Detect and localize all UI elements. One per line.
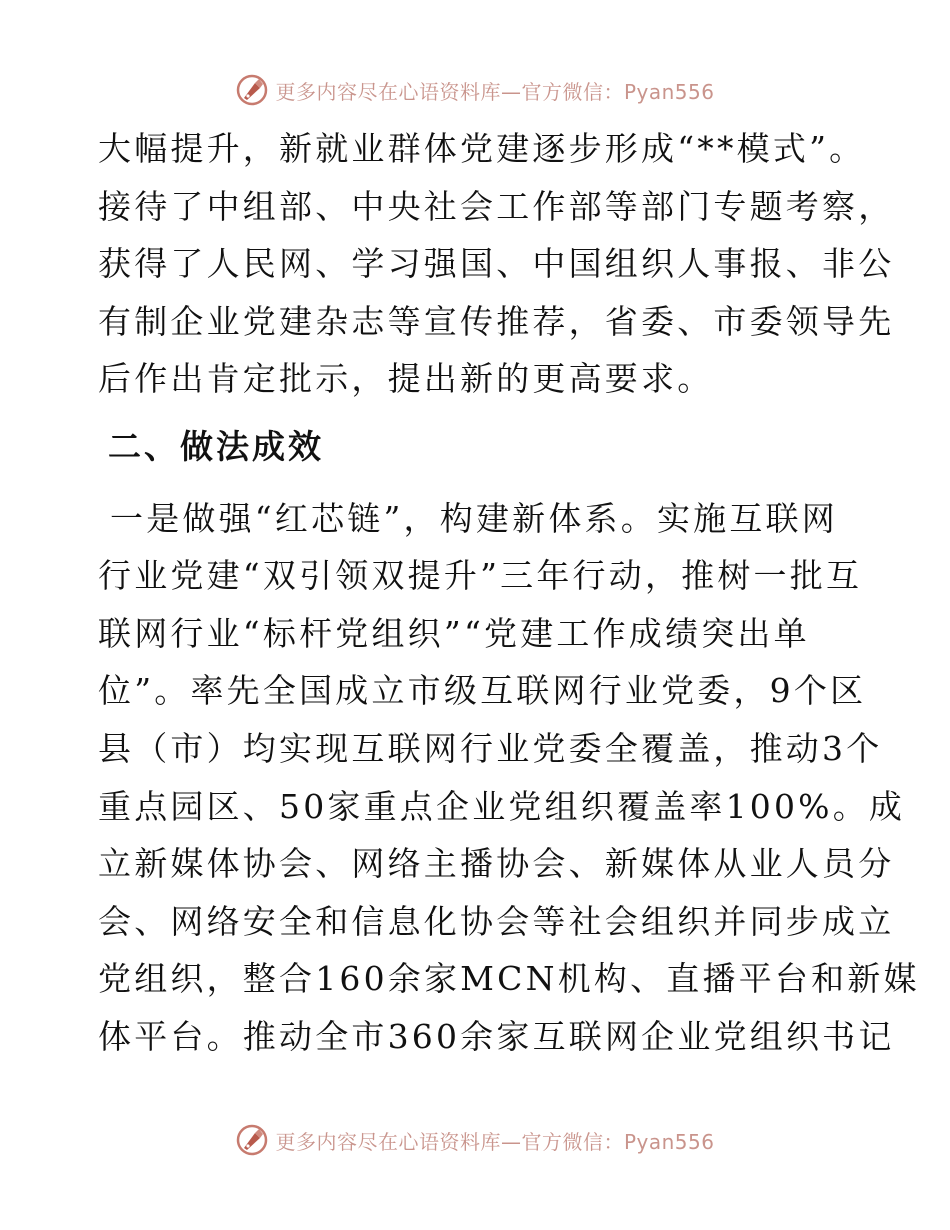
paragraph-line: 重点园区、50家重点企业党组织覆盖率100%。成	[98, 786, 906, 826]
paragraph-line: 会、网络安全和信息化协会等社会组织并同步成立	[98, 901, 895, 941]
pen-nib-logo-icon	[235, 73, 269, 107]
paragraph-line: 后作出肯定批示，提出新的更高要求。	[98, 359, 714, 399]
watermark-text: 更多内容尽在心语资料库—官方微信：Pyan556	[275, 79, 715, 104]
paragraph-2	[98, 490, 920, 1066]
paragraph-line: 接待了中组部、中央社会工作部等部门专题考察，	[98, 186, 895, 226]
watermark-text: 更多内容尽在心语资料库—官方微信：Pyan556	[275, 1129, 715, 1154]
footer-watermark	[0, 1120, 950, 1160]
paragraph-line: 位”。率先全国成立市级互联网行业党委，9个区	[98, 671, 867, 711]
paragraph-line: 联网行业“标杆党组织”“党建工作成绩突出单	[98, 613, 810, 653]
paragraph-line: 党组织，整合160余家MCN机构、直播平台和新媒	[98, 959, 920, 999]
paragraph-line: 一是做强“红芯链”，构建新体系。实施互联网	[110, 498, 838, 538]
pen-nib-logo-icon	[235, 1123, 269, 1157]
paragraph-line: 获得了人民网、学习强国、中国组织人事报、非公	[98, 244, 895, 284]
paragraph-line: 有制企业党建杂志等宣传推荐，省委、市委领导先	[98, 301, 895, 341]
paragraph-line: 体平台。推动全市360余家互联网企业党组织书记	[98, 1016, 895, 1056]
header-watermark	[0, 70, 950, 110]
paragraph-line: 立新媒体协会、网络主播协会、新媒体从业人员分	[98, 844, 895, 884]
paragraph-line: 县（市）均实现互联网行业党委全覆盖，推动3个	[98, 728, 883, 768]
paragraph-line: 行业党建“双引领双提升”三年行动，推树一批互	[98, 556, 863, 596]
paragraph-line: 大幅提升，新就业群体党建逐步形成“**模式”。	[98, 129, 866, 168]
document-body	[98, 120, 920, 1066]
section-heading: 二、做法成效	[108, 426, 324, 466]
paragraph-1	[98, 120, 895, 408]
